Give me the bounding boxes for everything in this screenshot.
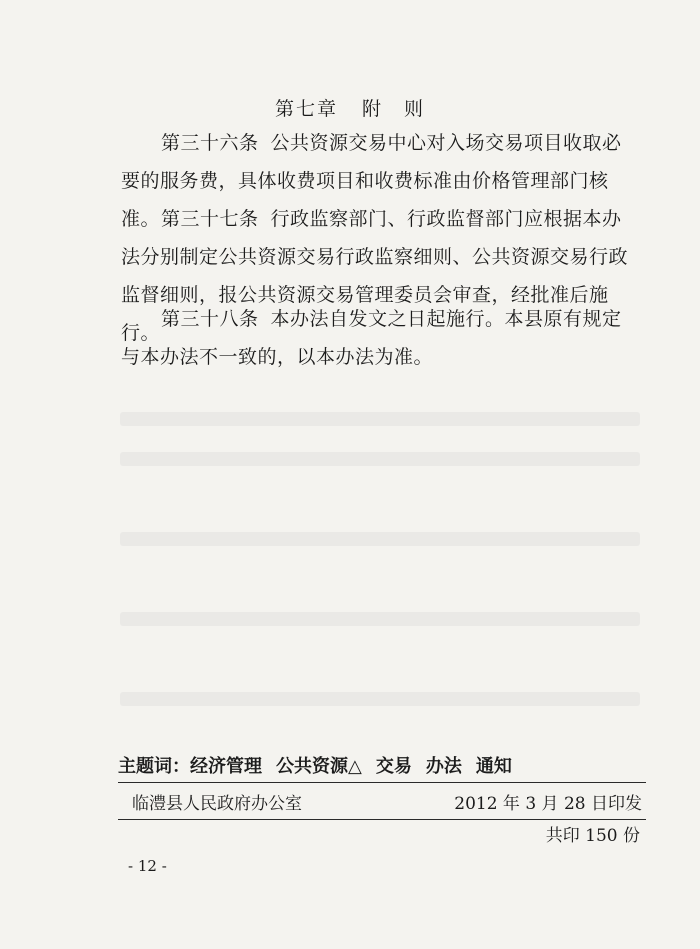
article-text: 本办法自发文之日起施行。本县原有规定与本办法不一致的，以本办法为准。 [121,308,622,368]
subject-keyword: 交易 [375,756,412,777]
page-number: - 12 - [128,857,167,875]
chapter-title: 附 则 [362,98,426,120]
issuer-row [118,783,646,819]
subject-keyword: 办法 [425,756,462,777]
subject-keyword: 经济管理 [190,756,262,777]
article-text: 公共资源交易中心对入场交易项目收取必要的服务费，具体收费项目和收费标准由价格管理部门核准。 [121,132,622,230]
subject-label: 主题词： [118,756,190,777]
issue-date: 2012 年 3 月 28 日印发 [454,793,642,814]
copies-count: 共印 150 份 [545,826,640,846]
document-footer [118,752,646,852]
bleed-through-shadow [120,452,640,466]
article-number: 第三十七条 [161,208,259,230]
bleed-through-shadow [120,532,640,546]
issuer: 临澧县人民政府办公室 [132,793,302,814]
article-number: 第三十八条 [161,308,259,330]
chapter-heading [0,94,700,121]
bleed-through-shadow [120,612,640,626]
subject-terms [118,752,646,782]
subject-keyword: 通知 [475,756,512,777]
article-text: 行政监察部门、行政监督部门应根据本办法分别制定公共资源交易行政监察细则、公共资源交易行政监督细则，报公共资源交易管理委员会审查，经批准后施行。 [121,208,629,344]
chapter-number: 第七章 [274,98,338,120]
bleed-through-shadow [120,412,640,426]
bleed-through-shadow [120,692,640,706]
article-number: 第三十六条 [161,132,259,154]
subject-keyword: 公共资源△ [276,756,362,777]
article-38 [121,300,641,376]
